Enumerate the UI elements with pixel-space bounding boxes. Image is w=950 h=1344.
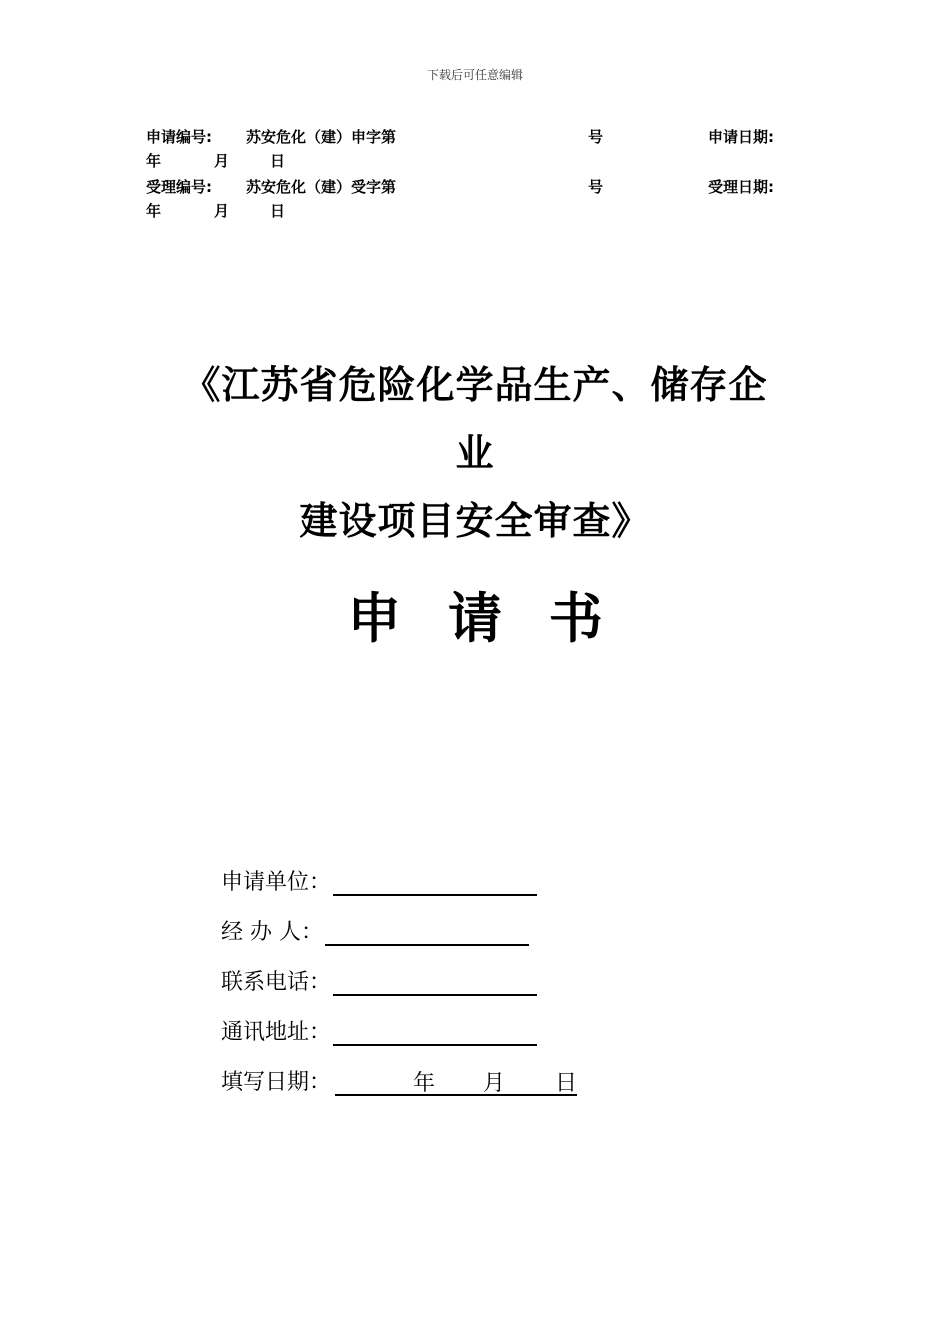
application-date-year: 年 [146,152,162,170]
application-date-row [146,149,806,173]
acceptance-number-row [146,175,806,199]
phone-field[interactable] [333,966,537,996]
application-number-prefix: 苏安危化（建）申字第 [246,128,397,146]
acceptance-date-label: 受理日期: [708,178,774,196]
handler-row [221,896,577,946]
applicant-field[interactable] [333,866,537,896]
fill-date-day: 日 [555,1071,578,1096]
fill-date-field[interactable] [335,1066,577,1096]
fill-date-month: 月 [483,1071,506,1096]
application-number-block [146,125,806,173]
acceptance-date-row [146,199,806,223]
address-row [221,996,577,1046]
application-date-label: 申请日期: [708,128,774,146]
document-subtitle: 申 请 书 [347,587,617,650]
acceptance-number-block [146,175,806,223]
document-title-line-1: 《江苏省危险化学品生产、储存企 [182,363,768,407]
address-field[interactable] [333,1016,537,1046]
fill-date-label: 填写日期： [221,1070,332,1095]
applicant-row [221,846,577,896]
acceptance-number-label: 受理编号: [146,178,212,196]
watermark-text: 下载后可任意编辑 [426,68,523,82]
application-number-row [146,125,806,149]
acceptance-date-day: 日 [270,202,286,220]
fill-date-row [221,1046,577,1096]
handler-field[interactable] [325,916,529,946]
phone-label: 联系电话： [221,970,332,995]
application-number-suffix: 号 [588,128,604,146]
handler-label: 经 办 人： [221,920,323,945]
document-title-line-2: 业 [455,431,495,475]
acceptance-date-month: 月 [214,202,230,220]
acceptance-number-suffix: 号 [588,178,604,196]
applicant-info-form [221,846,577,1096]
acceptance-date-year: 年 [146,202,162,220]
application-date-day: 日 [270,152,286,170]
application-number-label: 申请编号: [146,128,212,146]
acceptance-number-prefix: 苏安危化（建）受字第 [246,178,397,196]
applicant-label: 申请单位： [221,870,332,895]
fill-date-year: 年 [413,1071,436,1096]
application-date-month: 月 [214,152,230,170]
phone-row [221,946,577,996]
document-title-line-3: 建设项目安全审查》 [299,499,651,543]
address-label: 通讯地址： [221,1020,332,1045]
